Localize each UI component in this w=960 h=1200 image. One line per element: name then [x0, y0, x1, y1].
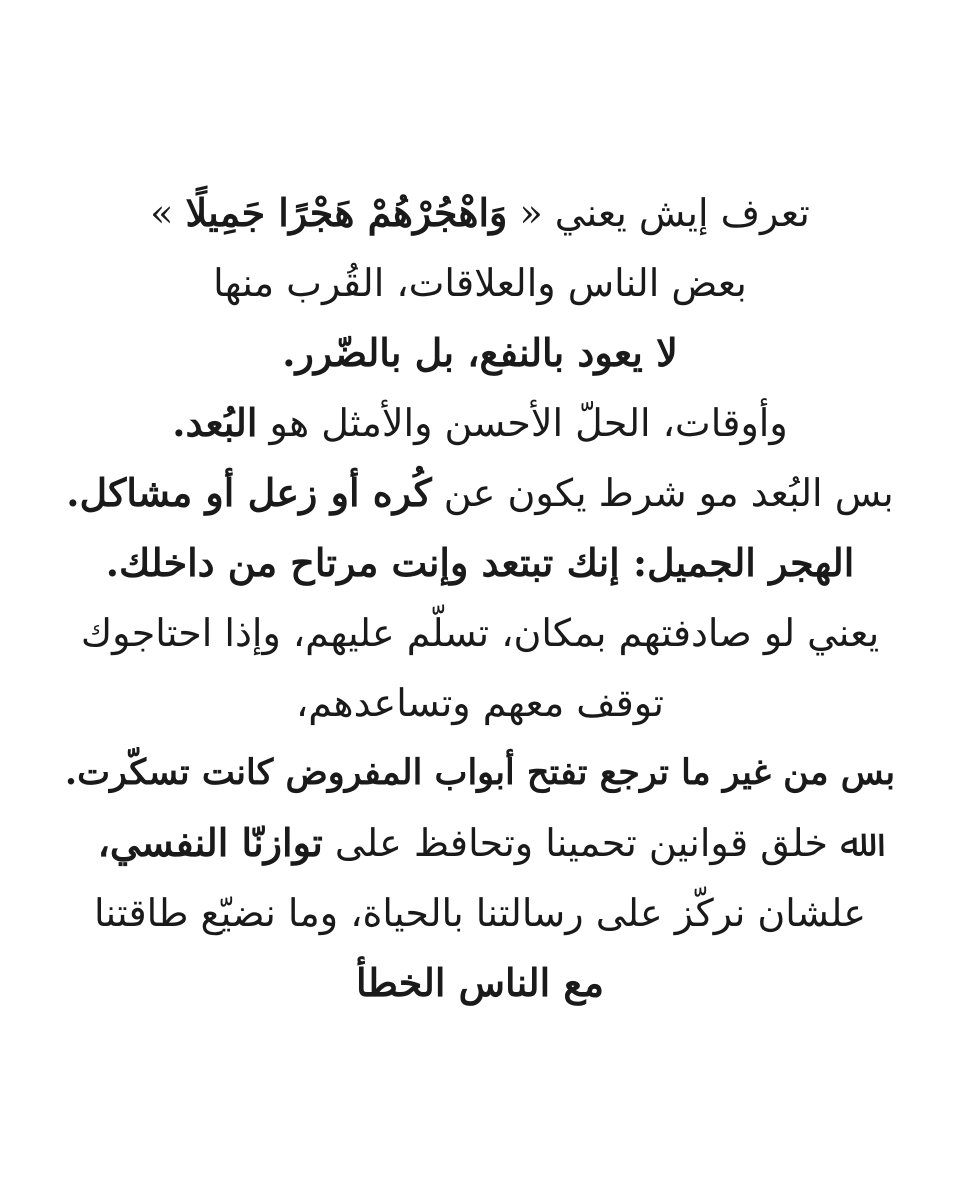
line-1-intro: تعرف إيش يعني « [507, 191, 810, 235]
line-4-emphasis: البُعد. [172, 400, 258, 445]
line-1-close-quote: » [150, 191, 186, 235]
text-line-1 [60, 178, 900, 248]
line-10-emphasis: توازنّا النفسي، [97, 820, 323, 865]
text-line-12 [60, 948, 900, 1018]
text-line-11 [60, 878, 900, 948]
line-3-text: لا يعود بالنفع، بل بالضّرر. [282, 330, 678, 375]
text-line-6 [60, 528, 900, 598]
arabic-text-block [60, 178, 900, 1018]
line-9-text: بس من غير ما ترجع تفتح أبواب المفروض كانت تسكّرت. [64, 752, 896, 793]
text-line-2 [60, 248, 900, 318]
text-line-4 [60, 388, 900, 458]
text-line-9 [60, 738, 900, 808]
line-12-text: مع الناس الخطأ [355, 960, 605, 1005]
text-line-10 [60, 808, 900, 878]
text-line-7 [60, 598, 900, 668]
line-7-text: يعني لو صادفتهم بمكان، تسلّم عليهم، وإذا احتاجوك [80, 611, 880, 655]
text-line-5 [60, 458, 900, 528]
line-2-text: بعض الناس والعلاقات، القُرب منها [213, 261, 747, 305]
line-4-text: وأوقات، الحلّ الأحسن والأمثل هو [257, 401, 788, 445]
line-1-verse: وَاهْجُرْهُمْ هَجْرًا جَمِيلًا [185, 190, 508, 235]
line-10-text: ﷲ خلق قوانين تحمينا وتحافظ على [322, 821, 863, 865]
line-5-text: بس البُعد مو شرط يكون عن [431, 471, 894, 515]
text-line-3 [60, 318, 900, 388]
line-6-text: الهجر الجميل: إنك تبتعد وإنت مرتاح من داخلك. [105, 540, 855, 585]
line-5-emphasis: كُره أو زعل أو مشاكل. [66, 470, 432, 515]
text-line-8 [60, 668, 900, 738]
line-11-text: علشان نركّز على رسالتنا بالحياة، وما نضيّع طاقتنا [93, 891, 867, 935]
line-8-text: توقف معهم وتساعدهم، [296, 681, 664, 725]
